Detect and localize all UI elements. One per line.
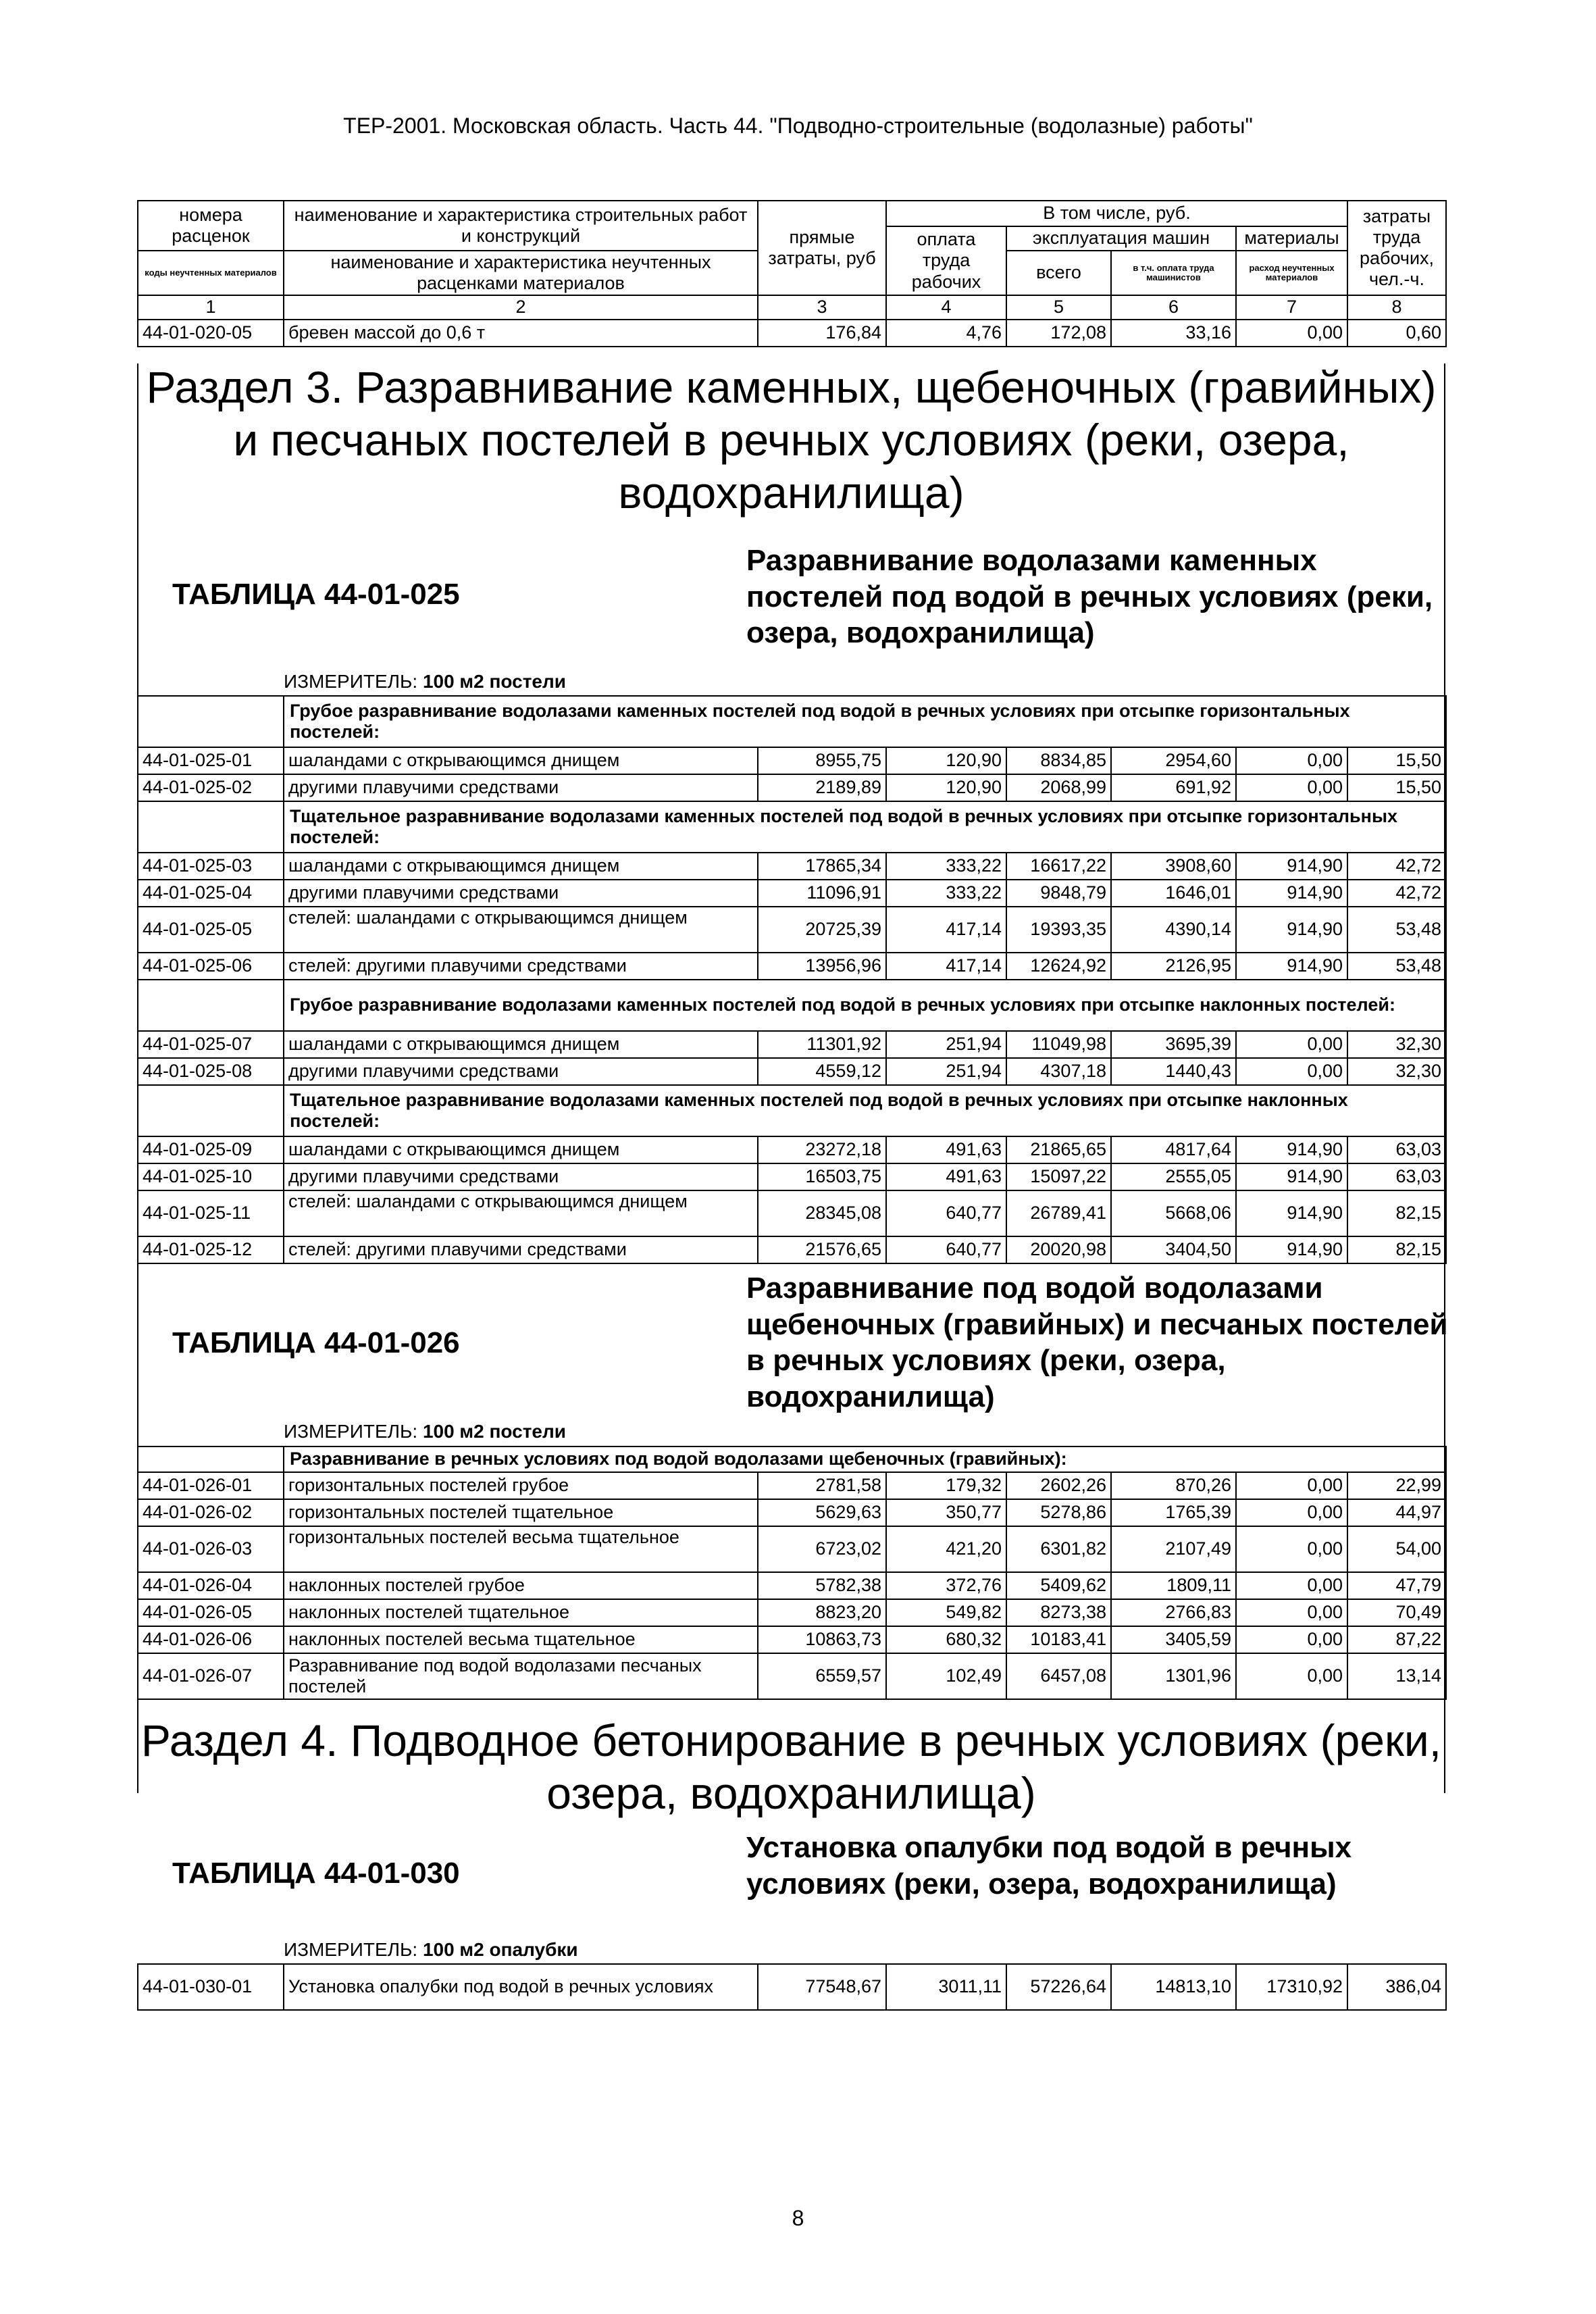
rate-name: шаландами с открывающимся днищем bbox=[284, 853, 758, 880]
cell-wages: 120,90 bbox=[886, 747, 1006, 774]
rate-name: Установка опалубки под водой в речных условиях bbox=[284, 1964, 758, 2010]
cell-materials: 0,00 bbox=[1236, 1653, 1347, 1699]
cell-machines-total: 6301,82 bbox=[1006, 1526, 1111, 1572]
col-direct-costs-header: прямые затраты, руб bbox=[758, 201, 886, 295]
rate-code: 44-01-026-01 bbox=[138, 1472, 284, 1499]
cell-labor-hours: 82,15 bbox=[1347, 1190, 1446, 1236]
section-4-title: Раздел 4. Подводное бетонирование в речных условиях (реки, озера, водохранилища) bbox=[140, 1715, 1442, 1818]
section-3-title: Раздел 3. Разравнивание каменных, щебеночных (гравийных) и песчаных постелей в речных условиях (реки, озера, водохранилища) bbox=[146, 362, 1437, 518]
cell-direct-costs: 16503,75 bbox=[758, 1163, 886, 1190]
cell-wages: 3011,11 bbox=[886, 1964, 1006, 2010]
cell-materials: 0,00 bbox=[1236, 1526, 1347, 1572]
cell-machines-total: 9848,79 bbox=[1006, 880, 1111, 907]
cell-machines-total: 16617,22 bbox=[1006, 853, 1111, 880]
table-row bbox=[138, 853, 1446, 880]
table-row bbox=[138, 1572, 1446, 1599]
cell-materials: 0,00 bbox=[1236, 1031, 1347, 1058]
cell-machines-total: 11049,98 bbox=[1006, 1031, 1111, 1058]
table-row bbox=[138, 747, 1446, 774]
cell-direct-costs: 6723,02 bbox=[758, 1526, 886, 1572]
cell-machines-total: 5409,62 bbox=[1006, 1572, 1111, 1599]
col-wages-header: оплата труда рабочих bbox=[886, 226, 1006, 295]
cell-labor-hours: 63,03 bbox=[1347, 1163, 1446, 1190]
col-name-header: наименование и характеристика строительных работ и конструкций bbox=[284, 201, 758, 251]
cell-direct-costs: 20725,39 bbox=[758, 907, 886, 953]
cell-direct-costs: 5629,63 bbox=[758, 1499, 886, 1526]
cell-operator-wages: 2107,49 bbox=[1111, 1526, 1236, 1572]
cell-wages: 333,22 bbox=[886, 853, 1006, 880]
cell-direct-costs: 6559,57 bbox=[758, 1653, 886, 1699]
col-operator-wages-header: в т.ч. оплата труда машинистов bbox=[1111, 251, 1236, 295]
cell-materials: 17310,92 bbox=[1236, 1964, 1347, 2010]
cell-materials: 0,00 bbox=[1236, 1626, 1347, 1653]
table-025-measure: ИЗМЕРИТЕЛЬ: 100 м2 постели bbox=[284, 671, 567, 692]
cell-wages: 491,63 bbox=[886, 1136, 1006, 1163]
cell-direct-costs: 23272,18 bbox=[758, 1136, 886, 1163]
cell-labor-hours: 53,48 bbox=[1347, 953, 1446, 980]
cell-direct-costs: 28345,08 bbox=[758, 1190, 886, 1236]
rate-code: 44-01-025-06 bbox=[138, 953, 284, 980]
cell-direct-costs: 5782,38 bbox=[758, 1572, 886, 1599]
table-030 bbox=[137, 1963, 1445, 2011]
cell-machines-total: 26789,41 bbox=[1006, 1190, 1111, 1236]
table-row bbox=[138, 1499, 1446, 1526]
rate-name: стелей: другими плавучими средствами bbox=[284, 1236, 758, 1263]
cell-direct-costs: 2781,58 bbox=[758, 1472, 886, 1499]
cell-operator-wages: 870,26 bbox=[1111, 1472, 1236, 1499]
cell-operator-wages: 3404,50 bbox=[1111, 1236, 1236, 1263]
cell-operator-wages: 691,92 bbox=[1111, 774, 1236, 801]
rate-name: Разравнивание под водой водолазами песчаных постелей bbox=[284, 1653, 758, 1699]
cell-labor-hours: 22,99 bbox=[1347, 1472, 1446, 1499]
rate-name: наклонных постелей тщательное bbox=[284, 1599, 758, 1626]
table-row bbox=[138, 1964, 1446, 2010]
cell-wages: 4,76 bbox=[886, 320, 1006, 347]
cell-wages: 251,94 bbox=[886, 1058, 1006, 1085]
rate-name: наклонных постелей весьма тщательное bbox=[284, 1626, 758, 1653]
cell-wages: 640,77 bbox=[886, 1236, 1006, 1263]
rate-code: 44-01-025-03 bbox=[138, 853, 284, 880]
rate-code: 44-01-025-09 bbox=[138, 1136, 284, 1163]
group-header: Грубое разравнивание водолазами каменных постелей под водой в речных условиях при отсыпке наклонных постелей: bbox=[284, 980, 1446, 1031]
col-material-name-header: наименование и характеристика неучтенных расценками материалов bbox=[284, 251, 758, 295]
col-machines-header: эксплуатация машин bbox=[1006, 226, 1236, 251]
column-header-table bbox=[137, 200, 1447, 347]
table-row bbox=[138, 1653, 1446, 1699]
cell-wages: 102,49 bbox=[886, 1653, 1006, 1699]
col-group-header: В том числе, руб. bbox=[886, 201, 1347, 226]
cell-direct-costs: 4559,12 bbox=[758, 1058, 886, 1085]
rate-code: 44-01-025-02 bbox=[138, 774, 284, 801]
table-025 bbox=[137, 695, 1445, 1264]
col-total-header: всего bbox=[1006, 251, 1111, 295]
cell-wages: 350,77 bbox=[886, 1499, 1006, 1526]
group-header: Грубое разравнивание водолазами каменных постелей под водой в речных условиях при отсыпке горизонтальных постелей: bbox=[284, 696, 1446, 747]
rate-code: 44-01-026-04 bbox=[138, 1572, 284, 1599]
table-row bbox=[138, 1472, 1446, 1499]
rate-name: другими плавучими средствами bbox=[284, 1058, 758, 1085]
cell-machines-total: 172,08 bbox=[1006, 320, 1111, 347]
rate-code: 44-01-026-02 bbox=[138, 1499, 284, 1526]
cell-operator-wages: 33,16 bbox=[1111, 320, 1236, 347]
cell-operator-wages: 5668,06 bbox=[1111, 1190, 1236, 1236]
rate-code: 44-01-025-11 bbox=[138, 1190, 284, 1236]
cell-materials: 0,00 bbox=[1236, 320, 1347, 347]
cell-labor-hours: 13,14 bbox=[1347, 1653, 1446, 1699]
cell-materials: 0,00 bbox=[1236, 1572, 1347, 1599]
table-025-label: ТАБЛИЦА 44-01-025 bbox=[172, 578, 460, 611]
cell-operator-wages: 2555,05 bbox=[1111, 1163, 1236, 1190]
cell-wages: 421,20 bbox=[886, 1526, 1006, 1572]
rate-code: 44-01-025-12 bbox=[138, 1236, 284, 1263]
cell-materials: 914,90 bbox=[1236, 907, 1347, 953]
cell-wages: 372,76 bbox=[886, 1572, 1006, 1599]
cell-direct-costs: 176,84 bbox=[758, 320, 886, 347]
cell-machines-total: 5278,86 bbox=[1006, 1499, 1111, 1526]
column-header-block bbox=[137, 200, 1445, 347]
table-row bbox=[138, 774, 1446, 801]
rate-code: 44-01-025-01 bbox=[138, 747, 284, 774]
cell-wages: 179,32 bbox=[886, 1472, 1006, 1499]
cell-machines-total: 2068,99 bbox=[1006, 774, 1111, 801]
cell-wages: 333,22 bbox=[886, 880, 1006, 907]
rate-code: 44-01-020-05 bbox=[138, 320, 284, 347]
page-header: ТЕР-2001. Московская область. Часть 44. "Подводно-строительные (водолазные) работы" bbox=[343, 114, 1253, 138]
col-codes-header: номера расценок bbox=[138, 201, 284, 251]
cell-direct-costs: 11301,92 bbox=[758, 1031, 886, 1058]
cell-operator-wages: 1809,11 bbox=[1111, 1572, 1236, 1599]
cell-wages: 640,77 bbox=[886, 1190, 1006, 1236]
rate-name: стелей: другими плавучими средствами bbox=[284, 953, 758, 980]
rate-name: шаландами с открывающимся днищем bbox=[284, 1031, 758, 1058]
cell-labor-hours: 42,72 bbox=[1347, 880, 1446, 907]
cell-materials: 0,00 bbox=[1236, 1058, 1347, 1085]
cell-materials: 914,90 bbox=[1236, 1190, 1347, 1236]
cell-machines-total: 8834,85 bbox=[1006, 747, 1111, 774]
cell-labor-hours: 32,30 bbox=[1347, 1058, 1446, 1085]
col-labor-hours-header: затраты труда рабочих, чел.-ч. bbox=[1347, 201, 1446, 295]
cell-materials: 914,90 bbox=[1236, 953, 1347, 980]
cell-machines-total: 8273,38 bbox=[1006, 1599, 1111, 1626]
cell-wages: 417,14 bbox=[886, 907, 1006, 953]
rate-name: стелей: шаландами с открывающимся днищем bbox=[284, 1190, 758, 1236]
table-row bbox=[138, 907, 1446, 953]
cell-materials: 914,90 bbox=[1236, 1163, 1347, 1190]
cell-operator-wages: 2126,95 bbox=[1111, 953, 1236, 980]
cell-labor-hours: 82,15 bbox=[1347, 1236, 1446, 1263]
cell-machines-total: 15097,22 bbox=[1006, 1163, 1111, 1190]
rate-code: 44-01-025-04 bbox=[138, 880, 284, 907]
cell-labor-hours: 15,50 bbox=[1347, 747, 1446, 774]
rate-name: бревен массой до 0,6 т bbox=[284, 320, 758, 347]
cell-materials: 914,90 bbox=[1236, 880, 1347, 907]
rate-name: горизонтальных постелей тщательное bbox=[284, 1499, 758, 1526]
rate-name: стелей: шаландами с открывающимся днищем bbox=[284, 907, 758, 953]
cell-direct-costs: 8955,75 bbox=[758, 747, 886, 774]
cell-wages: 251,94 bbox=[886, 1031, 1006, 1058]
cell-labor-hours: 44,97 bbox=[1347, 1499, 1446, 1526]
table-025-description: Разравнивание водолазами каменных постелей под водой в речных условиях (реки, озера, водохранилища) bbox=[746, 544, 1433, 650]
cell-materials: 0,00 bbox=[1236, 747, 1347, 774]
cell-operator-wages: 2766,83 bbox=[1111, 1599, 1236, 1626]
cell-labor-hours: 42,72 bbox=[1347, 853, 1446, 880]
table-row bbox=[138, 1236, 1446, 1263]
cell-machines-total: 19393,35 bbox=[1006, 907, 1111, 953]
group-header: Тщательное разравнивание водолазами каменных постелей под водой в речных условиях при отсыпке наклонных постелей: bbox=[284, 1085, 1446, 1136]
cell-materials: 0,00 bbox=[1236, 774, 1347, 801]
cell-labor-hours: 0,60 bbox=[1347, 320, 1446, 347]
rate-name: другими плавучими средствами bbox=[284, 1163, 758, 1190]
cell-operator-wages: 1440,43 bbox=[1111, 1058, 1236, 1085]
table-row bbox=[138, 1031, 1446, 1058]
cell-wages: 120,90 bbox=[886, 774, 1006, 801]
cell-labor-hours: 54,00 bbox=[1347, 1526, 1446, 1572]
cell-direct-costs: 10863,73 bbox=[758, 1626, 886, 1653]
cell-operator-wages: 3695,39 bbox=[1111, 1031, 1236, 1058]
table-row bbox=[138, 1190, 1446, 1236]
cell-machines-total: 6457,08 bbox=[1006, 1653, 1111, 1699]
cell-machines-total: 4307,18 bbox=[1006, 1058, 1111, 1085]
table-row bbox=[138, 1136, 1446, 1163]
cell-materials: 914,90 bbox=[1236, 853, 1347, 880]
col-material-consumption-header: расход неучтенных материалов bbox=[1236, 251, 1347, 295]
table-row bbox=[138, 1163, 1446, 1190]
cell-wages: 491,63 bbox=[886, 1163, 1006, 1190]
table-row bbox=[138, 1526, 1446, 1572]
cell-wages: 680,32 bbox=[886, 1626, 1006, 1653]
col-number: 5 bbox=[1006, 295, 1111, 320]
rate-name: шаландами с открывающимся днищем bbox=[284, 747, 758, 774]
col-number: 2 bbox=[284, 295, 758, 320]
cell-materials: 0,00 bbox=[1236, 1499, 1347, 1526]
cell-machines-total: 20020,98 bbox=[1006, 1236, 1111, 1263]
table-030-measure: ИЗМЕРИТЕЛЬ: 100 м2 опалубки bbox=[284, 1939, 578, 1960]
rate-code: 44-01-025-05 bbox=[138, 907, 284, 953]
table-row bbox=[138, 953, 1446, 980]
group-header: Разравнивание в речных условиях под водой водолазами щебеночных (гравийных): bbox=[284, 1447, 1446, 1472]
rate-name: шаландами с открывающимся днищем bbox=[284, 1136, 758, 1163]
cell-labor-hours: 47,79 bbox=[1347, 1572, 1446, 1599]
cell-labor-hours: 87,22 bbox=[1347, 1626, 1446, 1653]
cell-direct-costs: 17865,34 bbox=[758, 853, 886, 880]
cell-machines-total: 10183,41 bbox=[1006, 1626, 1111, 1653]
cell-wages: 417,14 bbox=[886, 953, 1006, 980]
cell-machines-total: 57226,64 bbox=[1006, 1964, 1111, 2010]
rate-name: другими плавучими средствами bbox=[284, 774, 758, 801]
col-number: 3 bbox=[758, 295, 886, 320]
table-row bbox=[138, 880, 1446, 907]
rate-code: 44-01-026-07 bbox=[138, 1653, 284, 1699]
cell-direct-costs: 21576,65 bbox=[758, 1236, 886, 1263]
col-materials-header: материалы bbox=[1236, 226, 1347, 251]
table-026-description: Разравнивание под водой водолазами щебеночных (гравийных) и песчаных постелей в речных условиях (реки, озера, водохранилища) bbox=[746, 1272, 1448, 1414]
rate-name: другими плавучими средствами bbox=[284, 880, 758, 907]
cell-materials: 914,90 bbox=[1236, 1236, 1347, 1263]
cell-operator-wages: 14813,10 bbox=[1111, 1964, 1236, 2010]
cell-labor-hours: 15,50 bbox=[1347, 774, 1446, 801]
cell-wages: 549,82 bbox=[886, 1599, 1006, 1626]
table-row bbox=[138, 1599, 1446, 1626]
col-number: 6 bbox=[1111, 295, 1236, 320]
table-026 bbox=[137, 1446, 1445, 1700]
table-030-description: Установка опалубки под водой в речных условиях (реки, озера, водохранилища) bbox=[746, 1831, 1352, 1901]
rate-name: горизонтальных постелей весьма тщательное bbox=[284, 1526, 758, 1572]
cell-machines-total: 12624,92 bbox=[1006, 953, 1111, 980]
rate-code: 44-01-025-10 bbox=[138, 1163, 284, 1190]
table-030-label: ТАБЛИЦА 44-01-030 bbox=[172, 1857, 460, 1890]
cell-direct-costs: 8823,20 bbox=[758, 1599, 886, 1626]
table-row bbox=[138, 1626, 1446, 1653]
col-number: 1 bbox=[138, 295, 284, 320]
cell-operator-wages: 1765,39 bbox=[1111, 1499, 1236, 1526]
cell-labor-hours: 70,49 bbox=[1347, 1599, 1446, 1626]
col-number: 4 bbox=[886, 295, 1006, 320]
page-number: 8 bbox=[792, 2206, 804, 2230]
cell-direct-costs: 2189,89 bbox=[758, 774, 886, 801]
group-header: Тщательное разравнивание водолазами каменных постелей под водой в речных условиях при отсыпке горизонтальных постелей: bbox=[284, 801, 1446, 853]
cell-operator-wages: 1646,01 bbox=[1111, 880, 1236, 907]
rate-code: 44-01-026-05 bbox=[138, 1599, 284, 1626]
cell-operator-wages: 1301,96 bbox=[1111, 1653, 1236, 1699]
cell-labor-hours: 53,48 bbox=[1347, 907, 1446, 953]
cell-labor-hours: 63,03 bbox=[1347, 1136, 1446, 1163]
cell-labor-hours: 32,30 bbox=[1347, 1031, 1446, 1058]
rate-code: 44-01-026-06 bbox=[138, 1626, 284, 1653]
col-number: 8 bbox=[1347, 295, 1446, 320]
cell-operator-wages: 4390,14 bbox=[1111, 907, 1236, 953]
cell-direct-costs: 13956,96 bbox=[758, 953, 886, 980]
cell-labor-hours: 386,04 bbox=[1347, 1964, 1446, 2010]
table-row bbox=[138, 320, 1446, 347]
cell-operator-wages: 2954,60 bbox=[1111, 747, 1236, 774]
cell-machines-total: 21865,65 bbox=[1006, 1136, 1111, 1163]
col-number: 7 bbox=[1236, 295, 1347, 320]
table-026-label: ТАБЛИЦА 44-01-026 bbox=[172, 1326, 460, 1359]
cell-materials: 0,00 bbox=[1236, 1599, 1347, 1626]
cell-materials: 0,00 bbox=[1236, 1472, 1347, 1499]
rate-name: наклонных постелей грубое bbox=[284, 1572, 758, 1599]
col-material-codes-header: коды неучтенных материалов bbox=[138, 251, 284, 295]
rate-code: 44-01-025-07 bbox=[138, 1031, 284, 1058]
rate-code: 44-01-026-03 bbox=[138, 1526, 284, 1572]
rate-code: 44-01-025-08 bbox=[138, 1058, 284, 1085]
rate-name: горизонтальных постелей грубое bbox=[284, 1472, 758, 1499]
table-026-measure: ИЗМЕРИТЕЛЬ: 100 м2 постели bbox=[284, 1421, 567, 1442]
cell-operator-wages: 4817,64 bbox=[1111, 1136, 1236, 1163]
cell-direct-costs: 11096,91 bbox=[758, 880, 886, 907]
cell-operator-wages: 3405,59 bbox=[1111, 1626, 1236, 1653]
cell-materials: 914,90 bbox=[1236, 1136, 1347, 1163]
table-row bbox=[138, 1058, 1446, 1085]
cell-operator-wages: 3908,60 bbox=[1111, 853, 1236, 880]
cell-machines-total: 2602,26 bbox=[1006, 1472, 1111, 1499]
rate-code: 44-01-030-01 bbox=[138, 1964, 284, 2010]
cell-direct-costs: 77548,67 bbox=[758, 1964, 886, 2010]
